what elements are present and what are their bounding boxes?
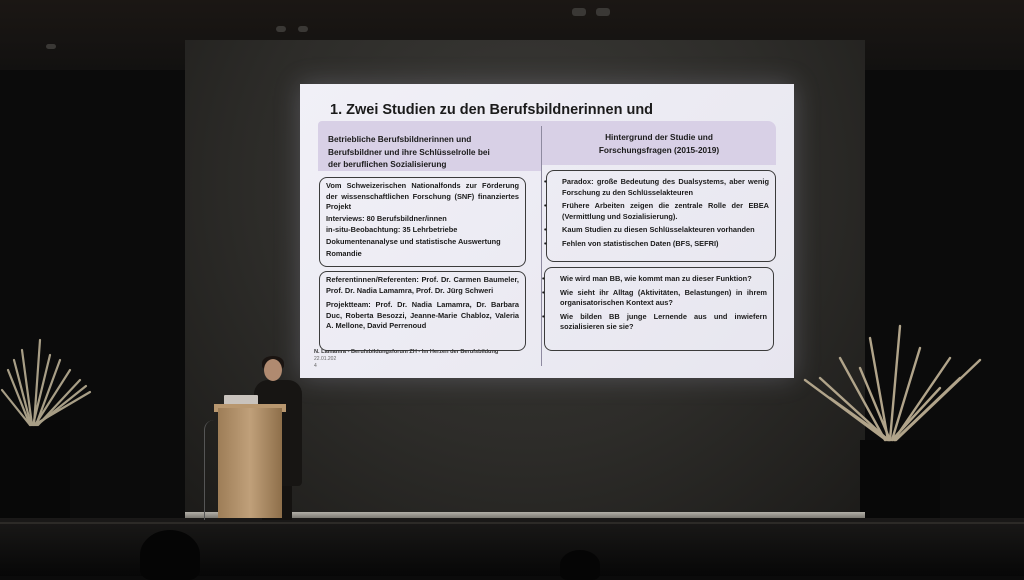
ceiling-light (46, 44, 56, 49)
column-divider (541, 126, 542, 366)
stage-edge (0, 522, 1024, 524)
slide-footer-date: 22.01.202 (314, 356, 337, 362)
right-header-line: Forschungsfragen (2015-2019) (598, 144, 720, 155)
microphone-cable (204, 420, 219, 520)
left-planter (0, 420, 70, 520)
projected-slide (300, 84, 794, 378)
research-question: • Wie wird man BB, wie kommt man zu dieser Funktion? (551, 274, 767, 285)
left-plant-icon (0, 320, 100, 430)
audience-head (140, 530, 200, 580)
left-column-header (318, 121, 542, 171)
slide-title: 1. Zwei Studien zu den Berufsbildnerinnen und (330, 102, 654, 118)
right-plant-icon (800, 318, 990, 443)
left-header-line: Berufsbildner und ihre Schlüsselrolle bei (328, 146, 490, 157)
right-column-header (542, 121, 776, 165)
project-info-line: Romandie (326, 248, 362, 258)
presenter-head (264, 359, 282, 381)
research-question: • Wie bilden BB junge Lernende aus und inwiefern sozialisieren sie sie? (551, 312, 767, 333)
ceiling-light (298, 26, 308, 32)
team-line: Referentinnen/Referenten: Prof. Dr. Carmen Baumeler, Prof. Dr. Nadia Lamamra, Prof. Dr. Jürg Schweri (326, 275, 519, 295)
background-bullet: • Paradox: große Bedeutung des Dualsystems, aber wenig Forschung zu den Schlüsselakteuren (553, 177, 769, 198)
project-info-line: Dokumentenanalyse und statistische Auswertung (326, 236, 501, 246)
slide-page-number: 4 (314, 363, 317, 369)
research-questions-box (544, 267, 774, 351)
lectern (218, 408, 282, 518)
project-info-line: in-situ-Beobachtung: 35 Lehrbetriebe (326, 225, 458, 235)
background-box (546, 170, 776, 262)
left-header-line: der beruflichen Sozialisierung (328, 159, 447, 169)
team-box (319, 271, 526, 351)
left-header-line: Betriebliche Berufsbildnerinnen und (328, 134, 472, 144)
background-bullet: • Frühere Arbeiten zeigen die zentrale Rolle der EBEA (Vermittlung und Sozialisierung). (553, 201, 769, 222)
team-line: Projektteam: Prof. Dr. Nadia Lamamra, Dr. Barbara Duc, Roberta Besozzi, Jeanne-Marie Chabloz, Valeria A. Mellone, David Perrenoud (326, 300, 519, 331)
ceiling-light (596, 8, 610, 16)
background-bullet: • Kaum Studien zu diesen Schlüsselakteuren vorhanden (553, 225, 769, 236)
background-bullet: • Fehlen von statistischen Daten (BFS, SEFRI) (553, 239, 769, 250)
project-info-box (319, 177, 526, 267)
project-info-line: Interviews: 80 Berufsbildner/innen (326, 213, 447, 223)
slide-footer: N. Lamamra - Berufsbildungsforum ZH - Im Herzen der Berufsbildung (314, 349, 499, 355)
ceiling-light (572, 8, 586, 16)
project-info-line: Vom Schweizerischen Nationalfonds zur Förderung der wissenschaftlichen Forschung (SNF) finanziertes Projekt (326, 181, 519, 212)
research-question: • Wie sieht ihr Alltag (Aktivitäten, Belastungen) in ihrem organisatorischen Kontext aus? (551, 288, 767, 309)
ceiling-light (276, 26, 286, 32)
right-header-line: Hintergrund der Studie und (605, 132, 713, 142)
